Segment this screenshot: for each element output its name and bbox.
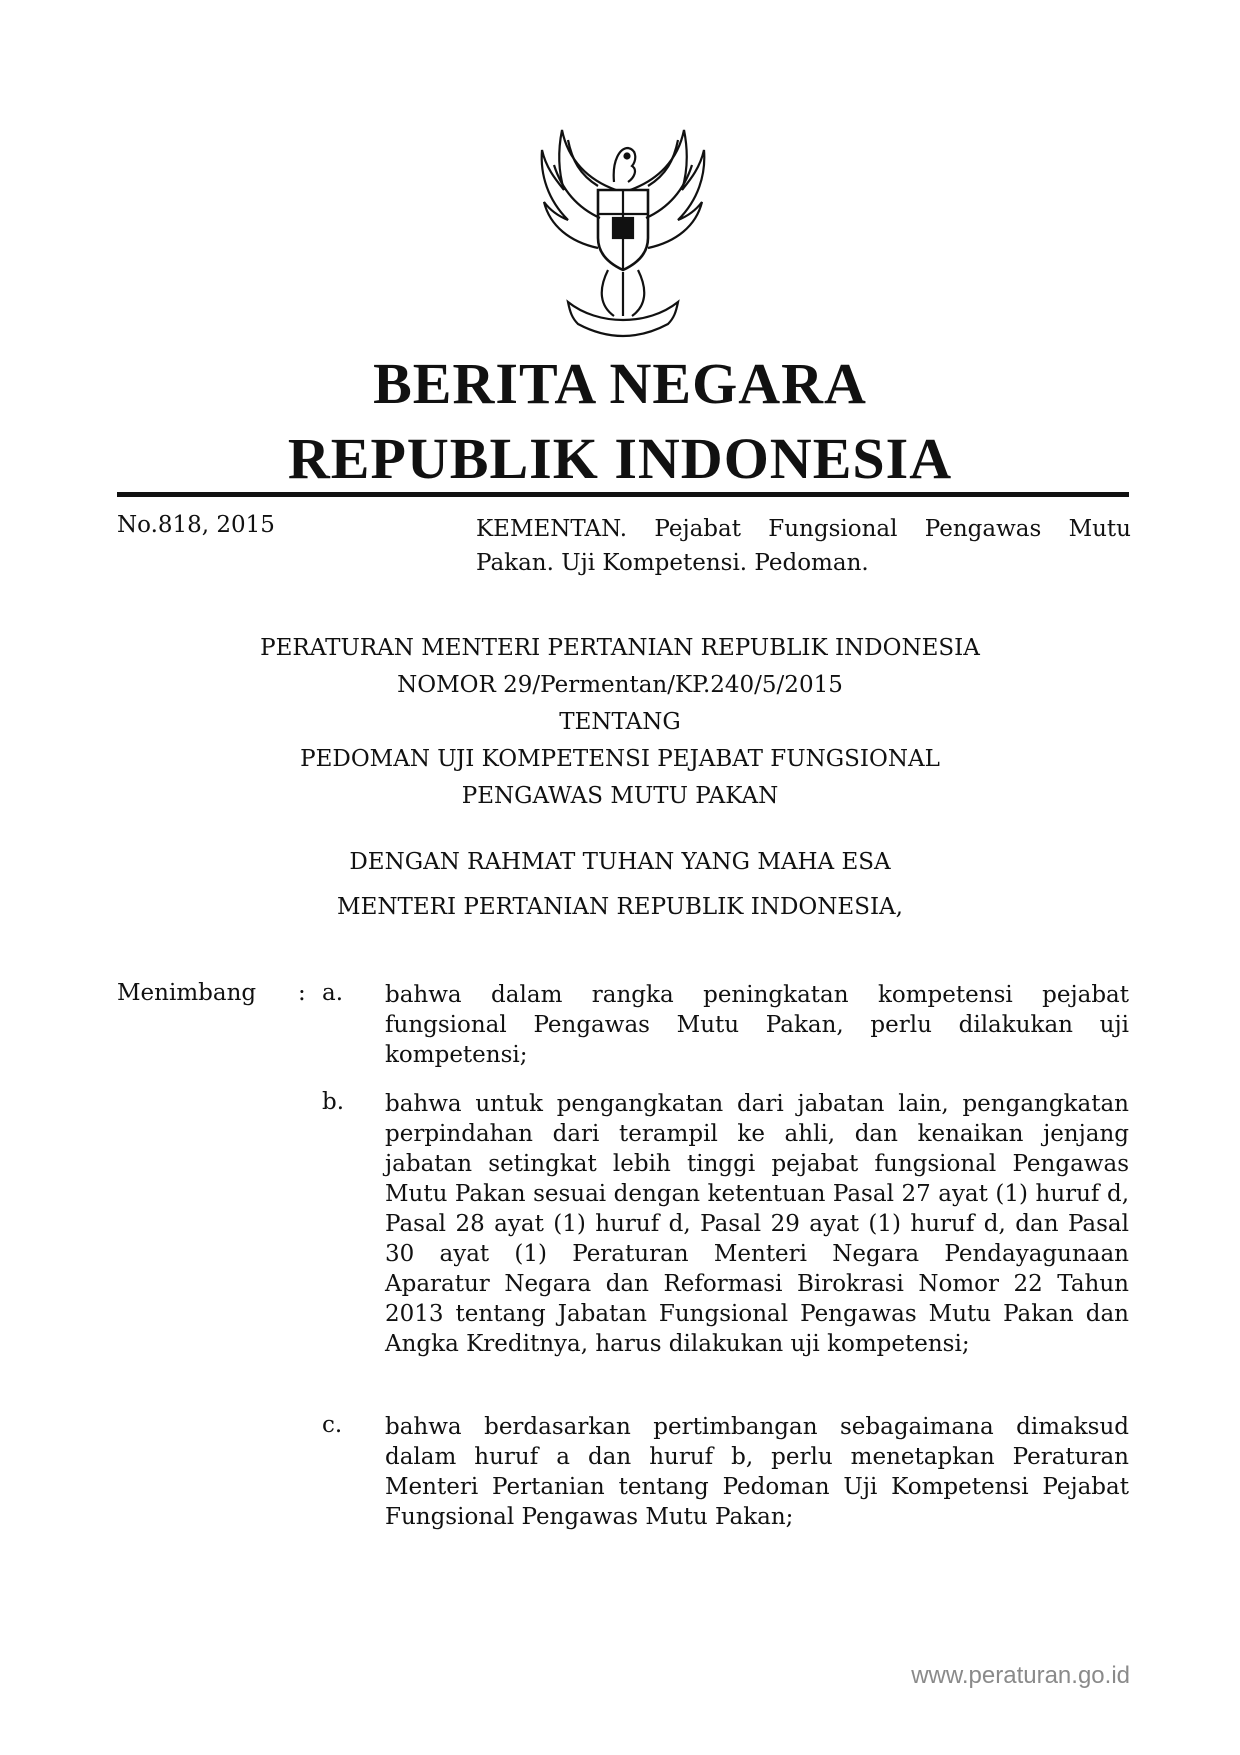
regulation-title-line: PERATURAN MENTERI PERTANIAN REPUBLIK INDONESIA — [260, 635, 980, 661]
masthead-divider — [117, 492, 1129, 497]
regulation-subject-line: PEDOMAN UJI KOMPETENSI PEJABAT FUNGSIONAL — [300, 746, 940, 772]
preamble-line: DENGAN RAHMAT TUHAN YANG MAHA ESA — [349, 849, 891, 875]
regulation-subject-line: PENGAWAS MUTU PAKAN — [461, 783, 779, 809]
clause-text: bahwa dalam rangka peningkatan kompetensi pejabat fungsional Pengawas Mutu Pakan, perlu dilakukan uji kompetensi; — [385, 982, 1129, 1068]
regulation-title — [0, 630, 1240, 815]
gazette-number: No.818, 2015 — [117, 512, 275, 538]
masthead-title-line-2: REPUBLIK INDONESIA — [287, 426, 953, 491]
preamble-line: MENTERI PERTANIAN REPUBLIK INDONESIA, — [337, 894, 903, 920]
clause-text: bahwa berdasarkan pertimbangan sebagaimana dimaksud dalam huruf a dan huruf b, perlu menetapkan Peraturan Menteri Pertanian tentang Pedoman Uji Kompetensi Pejabat Fungsional Pengawas Mutu Pakan; — [385, 1414, 1129, 1530]
clause-letter: b. — [322, 1089, 345, 1115]
clause-letter: c. — [322, 1412, 343, 1438]
considering-colon: : — [298, 980, 306, 1006]
regulation-number-line: NOMOR 29/Permentan/KP.240/5/2015 — [397, 672, 843, 698]
regulation-about-line: TENTANG — [559, 709, 681, 735]
clause-text: bahwa untuk pengangkatan dari jabatan lain, pengangkatan perpindahan dari terampil ke ahli, dan kenaikan jenjang jabatan setingkat lebih tinggi pejabat fungsional Pengawas Mutu Pakan sesuai dengan ketentuan Pasal 27 ayat (1) huruf d, Pasal 28 ayat (1) huruf d, Pasal 29 ayat (1) huruf d, dan Pasal 30 ayat (1) Peraturan Menteri Negara Pendayagunaan Aparatur Negara dan Reformasi Birokrasi Nomor 22 Tahun 2013 tentang Jabatan Fungsional Pengawas Mutu Pakan dan Angka Kreditnya, harus dilakukan uji kompetensi; — [385, 1091, 1129, 1357]
preamble — [0, 840, 1240, 930]
clause-letter: a. — [322, 980, 344, 1006]
garuda-emblem-icon — [528, 120, 718, 340]
website-watermark: www.peraturan.go.id — [911, 1662, 1130, 1689]
masthead-title-line-1: BERITA NEGARA — [373, 351, 867, 416]
considering-label: Menimbang — [117, 980, 257, 1006]
gazette-subject: KEMENTAN. Pejabat Fungsional Pengawas Mutu Pakan. Uji Kompetensi. Pedoman. — [476, 516, 1131, 576]
